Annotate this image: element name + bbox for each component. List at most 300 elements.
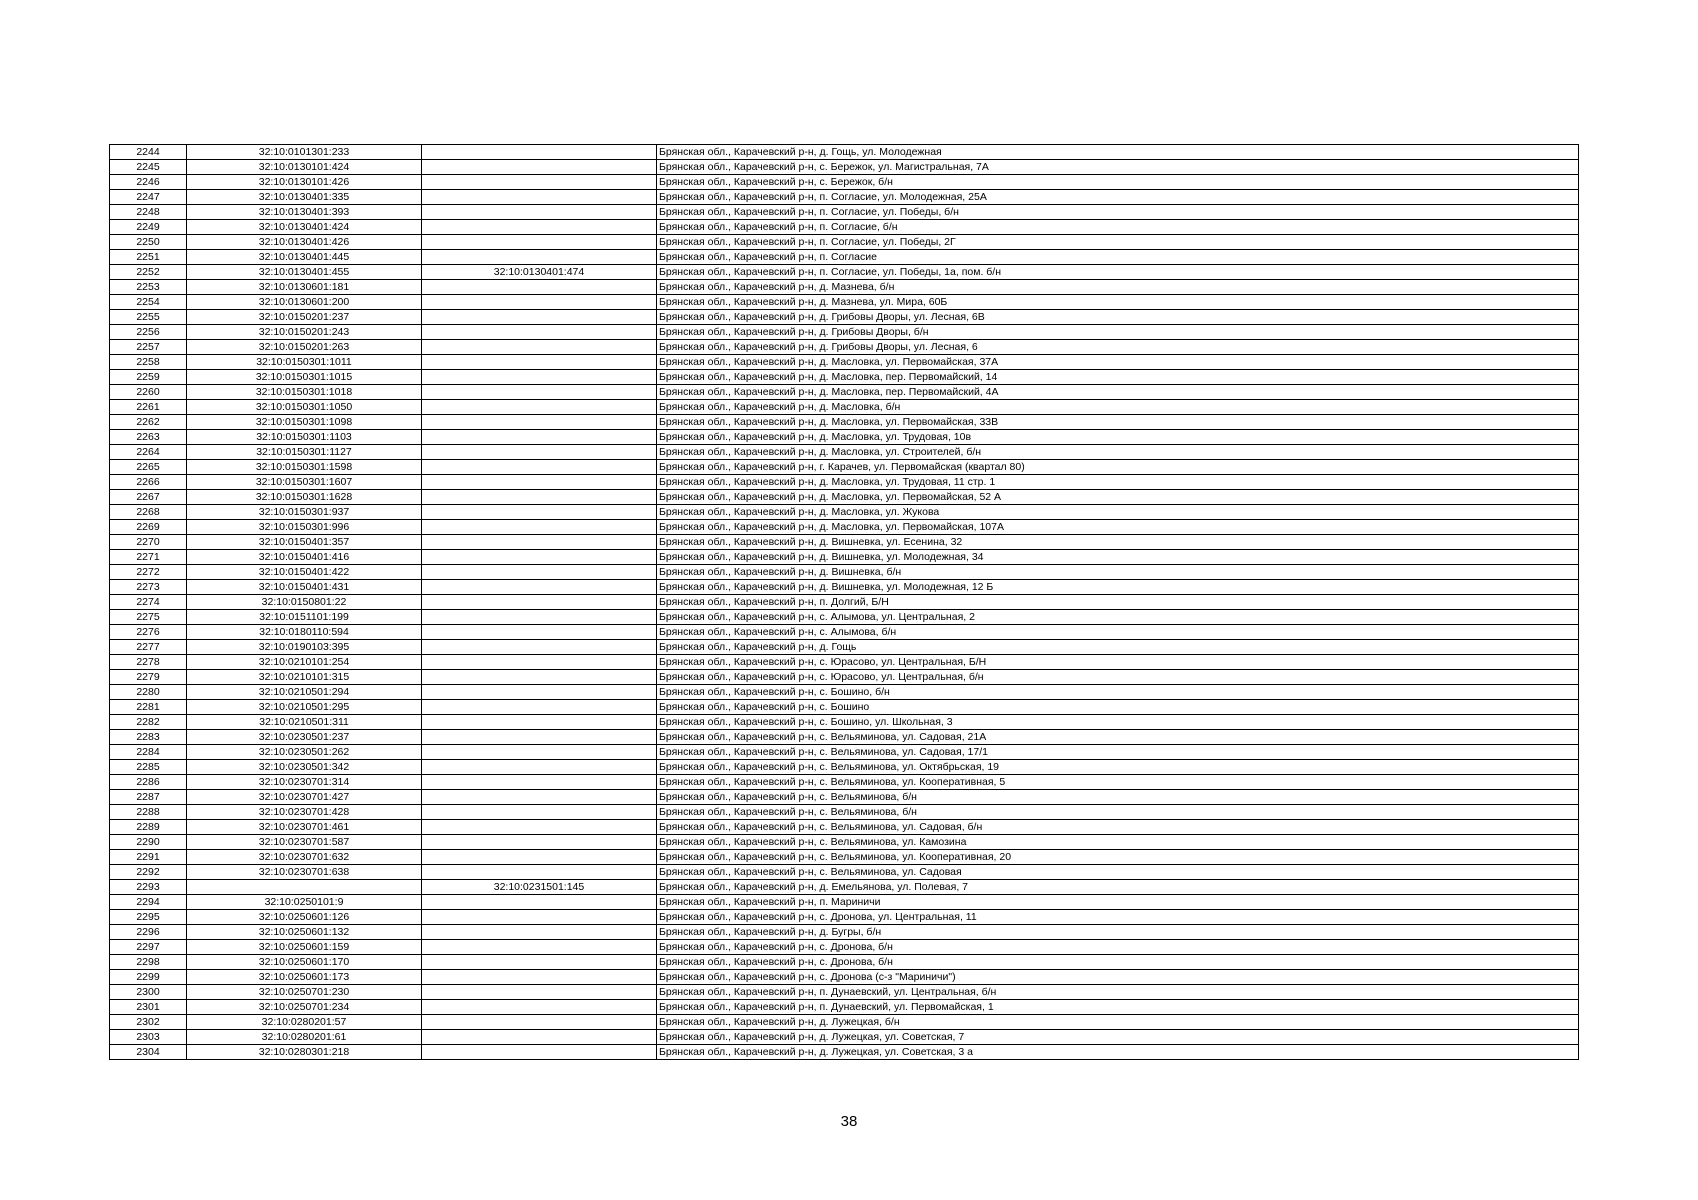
table-row	[110, 295, 1579, 310]
row-number-cell: 2251	[110, 250, 187, 265]
cadastral-number-cell: 32:10:0130601:200	[187, 295, 422, 310]
row-number-cell: 2275	[110, 610, 187, 625]
row-number-cell: 2253	[110, 280, 187, 295]
address-cell: Брянская обл., Карачевский р-н, д. Масловка, ул. Строителей, б/н	[657, 445, 1579, 460]
related-cadastral-cell	[422, 415, 657, 430]
related-cadastral-cell	[422, 865, 657, 880]
cadastral-number-cell: 32:10:0250601:159	[187, 940, 422, 955]
address-cell: Брянская обл., Карачевский р-н, с. Вельяминова, б/н	[657, 790, 1579, 805]
row-number-cell: 2283	[110, 730, 187, 745]
address-cell: Брянская обл., Карачевский р-н, д. Грибовы Дворы, ул. Лесная, 6	[657, 340, 1579, 355]
table-row	[110, 985, 1579, 1000]
address-cell: Брянская обл., Карачевский р-н, д. Емельянова, ул. Полевая, 7	[657, 880, 1579, 895]
related-cadastral-cell	[422, 490, 657, 505]
table-row	[110, 460, 1579, 475]
row-number-cell: 2262	[110, 415, 187, 430]
row-number-cell: 2298	[110, 955, 187, 970]
related-cadastral-cell	[422, 385, 657, 400]
address-cell: Брянская обл., Карачевский р-н, с. Дронова, б/н	[657, 955, 1579, 970]
row-number-cell: 2257	[110, 340, 187, 355]
table-row	[110, 280, 1579, 295]
address-cell: Брянская обл., Карачевский р-н, с. Вельяминова, ул. Садовая	[657, 865, 1579, 880]
table-row	[110, 925, 1579, 940]
related-cadastral-cell	[422, 160, 657, 175]
table-row	[110, 850, 1579, 865]
cadastral-number-cell: 32:10:0210501:294	[187, 685, 422, 700]
cadastral-number-cell: 32:10:0250701:230	[187, 985, 422, 1000]
related-cadastral-cell	[422, 745, 657, 760]
address-cell: Брянская обл., Карачевский р-н, п. Согласие, ул. Победы, 2Г	[657, 235, 1579, 250]
cadastral-number-cell: 32:10:0130601:181	[187, 280, 422, 295]
table-row	[110, 625, 1579, 640]
cadastral-number-cell: 32:10:0150401:416	[187, 550, 422, 565]
address-cell: Брянская обл., Карачевский р-н, д. Вишневка, ул. Молодежная, 34	[657, 550, 1579, 565]
cadastral-number-cell: 32:10:0130401:335	[187, 190, 422, 205]
address-cell: Брянская обл., Карачевский р-н, с. Алымова, ул. Центральная, 2	[657, 610, 1579, 625]
related-cadastral-cell	[422, 1045, 657, 1060]
address-cell: Брянская обл., Карачевский р-н, с. Дронова, ул. Центральная, 11	[657, 910, 1579, 925]
cadastral-number-cell: 32:10:0150201:263	[187, 340, 422, 355]
table-row	[110, 790, 1579, 805]
cadastral-number-cell: 32:10:0190103:395	[187, 640, 422, 655]
table-row	[110, 355, 1579, 370]
related-cadastral-cell	[422, 340, 657, 355]
cadastral-number-cell: 32:10:0230501:342	[187, 760, 422, 775]
registry-table-body	[110, 145, 1579, 1060]
cadastral-number-cell	[187, 880, 422, 895]
row-number-cell: 2267	[110, 490, 187, 505]
table-row	[110, 490, 1579, 505]
row-number-cell: 2276	[110, 625, 187, 640]
row-number-cell: 2292	[110, 865, 187, 880]
related-cadastral-cell	[422, 595, 657, 610]
related-cadastral-cell	[422, 715, 657, 730]
table-row	[110, 385, 1579, 400]
table-row	[110, 580, 1579, 595]
table-row	[110, 325, 1579, 340]
address-cell: Брянская обл., Карачевский р-н, с. Вельяминова, ул. Садовая, 17/1	[657, 745, 1579, 760]
address-cell: Брянская обл., Карачевский р-н, д. Масловка, ул. Первомайская, 37А	[657, 355, 1579, 370]
related-cadastral-cell	[422, 550, 657, 565]
related-cadastral-cell	[422, 355, 657, 370]
table-row	[110, 415, 1579, 430]
related-cadastral-cell	[422, 1000, 657, 1015]
related-cadastral-cell	[422, 775, 657, 790]
address-cell: Брянская обл., Карачевский р-н, д. Масловка, ул. Первомайская, 52 А	[657, 490, 1579, 505]
related-cadastral-cell	[422, 565, 657, 580]
related-cadastral-cell	[422, 445, 657, 460]
cadastral-number-cell: 32:10:0230701:428	[187, 805, 422, 820]
cadastral-number-cell: 32:10:0130101:424	[187, 160, 422, 175]
registry-table	[109, 144, 1579, 1060]
row-number-cell: 2293	[110, 880, 187, 895]
row-number-cell: 2301	[110, 1000, 187, 1015]
table-row	[110, 340, 1579, 355]
address-cell: Брянская обл., Карачевский р-н, д. Масловка, ул. Первомайская, 33В	[657, 415, 1579, 430]
related-cadastral-cell	[422, 430, 657, 445]
related-cadastral-cell	[422, 310, 657, 325]
cadastral-number-cell: 32:10:0130401:426	[187, 235, 422, 250]
row-number-cell: 2294	[110, 895, 187, 910]
cadastral-number-cell: 32:10:0230501:237	[187, 730, 422, 745]
related-cadastral-cell	[422, 955, 657, 970]
cadastral-number-cell: 32:10:0280201:57	[187, 1015, 422, 1030]
related-cadastral-cell: 32:10:0130401:474	[422, 265, 657, 280]
cadastral-number-cell: 32:10:0130401:393	[187, 205, 422, 220]
cadastral-number-cell: 32:10:0150301:1015	[187, 370, 422, 385]
address-cell: Брянская обл., Карачевский р-н, п. Согласие, ул. Победы, б/н	[657, 205, 1579, 220]
row-number-cell: 2261	[110, 400, 187, 415]
row-number-cell: 2264	[110, 445, 187, 460]
table-row	[110, 535, 1579, 550]
address-cell: Брянская обл., Карачевский р-н, с. Бережок, б/н	[657, 175, 1579, 190]
table-row	[110, 400, 1579, 415]
cadastral-number-cell: 32:10:0150201:243	[187, 325, 422, 340]
row-number-cell: 2272	[110, 565, 187, 580]
row-number-cell: 2266	[110, 475, 187, 490]
table-row	[110, 820, 1579, 835]
related-cadastral-cell	[422, 220, 657, 235]
row-number-cell: 2274	[110, 595, 187, 610]
row-number-cell: 2247	[110, 190, 187, 205]
address-cell: Брянская обл., Карачевский р-н, с. Дронова (с-з "Мариничи")	[657, 970, 1579, 985]
cadastral-number-cell: 32:10:0150301:1103	[187, 430, 422, 445]
related-cadastral-cell	[422, 760, 657, 775]
address-cell: Брянская обл., Карачевский р-н, д. Масловка, пер. Первомайский, 14	[657, 370, 1579, 385]
row-number-cell: 2303	[110, 1030, 187, 1045]
row-number-cell: 2248	[110, 205, 187, 220]
address-cell: Брянская обл., Карачевский р-н, д. Масловка, б/н	[657, 400, 1579, 415]
row-number-cell: 2271	[110, 550, 187, 565]
address-cell: Брянская обл., Карачевский р-н, д. Бугры, б/н	[657, 925, 1579, 940]
row-number-cell: 2256	[110, 325, 187, 340]
related-cadastral-cell	[422, 175, 657, 190]
table-row	[110, 715, 1579, 730]
row-number-cell: 2297	[110, 940, 187, 955]
address-cell: Брянская обл., Карачевский р-н, г. Карачев, ул. Первомайская (квартал 80)	[657, 460, 1579, 475]
address-cell: Брянская обл., Карачевский р-н, п. Дунаевский, ул. Центральная, б/н	[657, 985, 1579, 1000]
address-cell: Брянская обл., Карачевский р-н, с. Дронова, б/н	[657, 940, 1579, 955]
table-row	[110, 160, 1579, 175]
related-cadastral-cell	[422, 835, 657, 850]
cadastral-number-cell: 32:10:0230701:632	[187, 850, 422, 865]
cadastral-number-cell: 32:10:0150201:237	[187, 310, 422, 325]
address-cell: Брянская обл., Карачевский р-н, д. Мазнева, б/н	[657, 280, 1579, 295]
related-cadastral-cell: 32:10:0231501:145	[422, 880, 657, 895]
related-cadastral-cell	[422, 1030, 657, 1045]
row-number-cell: 2299	[110, 970, 187, 985]
cadastral-number-cell: 32:10:0250601:170	[187, 955, 422, 970]
related-cadastral-cell	[422, 250, 657, 265]
related-cadastral-cell	[422, 1015, 657, 1030]
related-cadastral-cell	[422, 655, 657, 670]
table-row	[110, 175, 1579, 190]
address-cell: Брянская обл., Карачевский р-н, д. Гощь	[657, 640, 1579, 655]
page-number: 38	[840, 1113, 858, 1130]
address-cell: Брянская обл., Карачевский р-н, д. Мазнева, ул. Мира, 60Б	[657, 295, 1579, 310]
related-cadastral-cell	[422, 295, 657, 310]
table-row	[110, 685, 1579, 700]
cadastral-number-cell: 32:10:0150401:422	[187, 565, 422, 580]
table-row	[110, 760, 1579, 775]
related-cadastral-cell	[422, 640, 657, 655]
address-cell: Брянская обл., Карачевский р-н, с. Бошино, б/н	[657, 685, 1579, 700]
related-cadastral-cell	[422, 790, 657, 805]
related-cadastral-cell	[422, 850, 657, 865]
table-row	[110, 190, 1579, 205]
table-row	[110, 730, 1579, 745]
cadastral-number-cell: 32:10:0250101:9	[187, 895, 422, 910]
address-cell: Брянская обл., Карачевский р-н, д. Вишневка, ул. Молодежная, 12 Б	[657, 580, 1579, 595]
cadastral-number-cell: 32:10:0150301:1127	[187, 445, 422, 460]
cadastral-number-cell: 32:10:0101301:233	[187, 145, 422, 160]
row-number-cell: 2278	[110, 655, 187, 670]
cadastral-number-cell: 32:10:0250701:234	[187, 1000, 422, 1015]
address-cell: Брянская обл., Карачевский р-н, с. Юрасово, ул. Центральная, Б/Н	[657, 655, 1579, 670]
table-row	[110, 205, 1579, 220]
address-cell: Брянская обл., Карачевский р-н, с. Вельяминова, ул. Садовая, б/н	[657, 820, 1579, 835]
related-cadastral-cell	[422, 205, 657, 220]
cadastral-number-cell: 32:10:0210101:254	[187, 655, 422, 670]
related-cadastral-cell	[422, 190, 657, 205]
table-row	[110, 670, 1579, 685]
address-cell: Брянская обл., Карачевский р-н, с. Вельяминова, ул. Кооперативная, 5	[657, 775, 1579, 790]
table-row	[110, 1000, 1579, 1015]
table-row	[110, 955, 1579, 970]
related-cadastral-cell	[422, 280, 657, 295]
address-cell: Брянская обл., Карачевский р-н, п. Долгий, Б/Н	[657, 595, 1579, 610]
table-row	[110, 250, 1579, 265]
cadastral-number-cell: 32:10:0280201:61	[187, 1030, 422, 1045]
cadastral-number-cell: 32:10:0250601:173	[187, 970, 422, 985]
cadastral-number-cell: 32:10:0230701:587	[187, 835, 422, 850]
table-row	[110, 565, 1579, 580]
row-number-cell: 2259	[110, 370, 187, 385]
table-row	[110, 445, 1579, 460]
related-cadastral-cell	[422, 460, 657, 475]
address-cell: Брянская обл., Карачевский р-н, д. Грибовы Дворы, ул. Лесная, 6В	[657, 310, 1579, 325]
row-number-cell: 2282	[110, 715, 187, 730]
cadastral-number-cell: 32:10:0130401:424	[187, 220, 422, 235]
row-number-cell: 2263	[110, 430, 187, 445]
row-number-cell: 2289	[110, 820, 187, 835]
related-cadastral-cell	[422, 475, 657, 490]
row-number-cell: 2258	[110, 355, 187, 370]
table-row	[110, 145, 1579, 160]
row-number-cell: 2270	[110, 535, 187, 550]
address-cell: Брянская обл., Карачевский р-н, с. Бошино	[657, 700, 1579, 715]
address-cell: Брянская обл., Карачевский р-н, д. Лужецкая, ул. Советская, 3 а	[657, 1045, 1579, 1060]
address-cell: Брянская обл., Карачевский р-н, п. Согласие, ул. Победы, 1а, пом. б/н	[657, 265, 1579, 280]
cadastral-number-cell: 32:10:0150301:1050	[187, 400, 422, 415]
table-row	[110, 775, 1579, 790]
cadastral-number-cell: 32:10:0150801:22	[187, 595, 422, 610]
related-cadastral-cell	[422, 670, 657, 685]
cadastral-number-cell: 32:10:0150401:357	[187, 535, 422, 550]
address-cell: Брянская обл., Карачевский р-н, с. Вельяминова, ул. Кооперативная, 20	[657, 850, 1579, 865]
row-number-cell: 2273	[110, 580, 187, 595]
table-row	[110, 1030, 1579, 1045]
cadastral-number-cell: 32:10:0230701:427	[187, 790, 422, 805]
address-cell: Брянская обл., Карачевский р-н, п. Дунаевский, ул. Первомайская, 1	[657, 1000, 1579, 1015]
address-cell: Брянская обл., Карачевский р-н, д. Масловка, ул. Трудовая, 10в	[657, 430, 1579, 445]
related-cadastral-cell	[422, 535, 657, 550]
address-cell: Брянская обл., Карачевский р-н, с. Вельяминова, ул. Камозина	[657, 835, 1579, 850]
address-cell: Брянская обл., Карачевский р-н, д. Вишневка, б/н	[657, 565, 1579, 580]
related-cadastral-cell	[422, 730, 657, 745]
cadastral-number-cell: 32:10:0130401:445	[187, 250, 422, 265]
row-number-cell: 2302	[110, 1015, 187, 1030]
table-row	[110, 805, 1579, 820]
related-cadastral-cell	[422, 895, 657, 910]
address-cell: Брянская обл., Карачевский р-н, д. Лужецкая, б/н	[657, 1015, 1579, 1030]
registry-sheet	[109, 144, 1578, 1060]
address-cell: Брянская обл., Карачевский р-н, д. Лужецкая, ул. Советская, 7	[657, 1030, 1579, 1045]
cadastral-number-cell: 32:10:0230701:314	[187, 775, 422, 790]
row-number-cell: 2255	[110, 310, 187, 325]
cadastral-number-cell: 32:10:0230701:461	[187, 820, 422, 835]
table-row	[110, 220, 1579, 235]
row-number-cell: 2268	[110, 505, 187, 520]
table-row	[110, 595, 1579, 610]
related-cadastral-cell	[422, 925, 657, 940]
cadastral-number-cell: 32:10:0250601:126	[187, 910, 422, 925]
related-cadastral-cell	[422, 145, 657, 160]
address-cell: Брянская обл., Карачевский р-н, с. Бошино, ул. Школьная, 3	[657, 715, 1579, 730]
address-cell: Брянская обл., Карачевский р-н, с. Вельяминова, ул. Садовая, 21А	[657, 730, 1579, 745]
related-cadastral-cell	[422, 970, 657, 985]
cadastral-number-cell: 32:10:0150301:1011	[187, 355, 422, 370]
row-number-cell: 2250	[110, 235, 187, 250]
related-cadastral-cell	[422, 505, 657, 520]
table-row	[110, 745, 1579, 760]
address-cell: Брянская обл., Карачевский р-н, п. Мариничи	[657, 895, 1579, 910]
row-number-cell: 2249	[110, 220, 187, 235]
address-cell: Брянская обл., Карачевский р-н, д. Масловка, пер. Первомайский, 4А	[657, 385, 1579, 400]
related-cadastral-cell	[422, 805, 657, 820]
related-cadastral-cell	[422, 325, 657, 340]
address-cell: Брянская обл., Карачевский р-н, д. Гощь, ул. Молодежная	[657, 145, 1579, 160]
table-row	[110, 970, 1579, 985]
row-number-cell: 2269	[110, 520, 187, 535]
table-row	[110, 640, 1579, 655]
table-row	[110, 895, 1579, 910]
row-number-cell: 2285	[110, 760, 187, 775]
address-cell: Брянская обл., Карачевский р-н, д. Масловка, ул. Первомайская, 107А	[657, 520, 1579, 535]
table-row	[110, 910, 1579, 925]
cadastral-number-cell: 32:10:0150301:996	[187, 520, 422, 535]
address-cell: Брянская обл., Карачевский р-н, д. Масловка, ул. Трудовая, 11 стр. 1	[657, 475, 1579, 490]
row-number-cell: 2291	[110, 850, 187, 865]
table-row	[110, 520, 1579, 535]
row-number-cell: 2280	[110, 685, 187, 700]
table-row	[110, 1015, 1579, 1030]
related-cadastral-cell	[422, 625, 657, 640]
address-cell: Брянская обл., Карачевский р-н, п. Согласие, ул. Молодежная, 25А	[657, 190, 1579, 205]
cadastral-number-cell: 32:10:0230501:262	[187, 745, 422, 760]
address-cell: Брянская обл., Карачевский р-н, с. Алымова, б/н	[657, 625, 1579, 640]
table-row	[110, 610, 1579, 625]
cadastral-number-cell: 32:10:0210501:295	[187, 700, 422, 715]
cadastral-number-cell: 32:10:0150301:1628	[187, 490, 422, 505]
table-row	[110, 505, 1579, 520]
row-number-cell: 2265	[110, 460, 187, 475]
cadastral-number-cell: 32:10:0230701:638	[187, 865, 422, 880]
cadastral-number-cell: 32:10:0150301:1598	[187, 460, 422, 475]
address-cell: Брянская обл., Карачевский р-н, д. Масловка, ул. Жукова	[657, 505, 1579, 520]
table-row	[110, 940, 1579, 955]
table-row	[110, 475, 1579, 490]
table-row	[110, 700, 1579, 715]
table-row	[110, 430, 1579, 445]
table-row	[110, 550, 1579, 565]
row-number-cell: 2304	[110, 1045, 187, 1060]
row-number-cell: 2287	[110, 790, 187, 805]
table-row	[110, 655, 1579, 670]
row-number-cell: 2244	[110, 145, 187, 160]
row-number-cell: 2296	[110, 925, 187, 940]
row-number-cell: 2254	[110, 295, 187, 310]
address-cell: Брянская обл., Карачевский р-н, п. Согласие, б/н	[657, 220, 1579, 235]
related-cadastral-cell	[422, 700, 657, 715]
table-row	[110, 235, 1579, 250]
row-number-cell: 2245	[110, 160, 187, 175]
row-number-cell: 2260	[110, 385, 187, 400]
related-cadastral-cell	[422, 580, 657, 595]
address-cell: Брянская обл., Карачевский р-н, д. Вишневка, ул. Есенина, 32	[657, 535, 1579, 550]
cadastral-number-cell: 32:10:0151101:199	[187, 610, 422, 625]
related-cadastral-cell	[422, 370, 657, 385]
cadastral-number-cell: 32:10:0150301:937	[187, 505, 422, 520]
related-cadastral-cell	[422, 235, 657, 250]
address-cell: Брянская обл., Карачевский р-н, п. Согласие	[657, 250, 1579, 265]
cadastral-number-cell: 32:10:0150301:1098	[187, 415, 422, 430]
related-cadastral-cell	[422, 400, 657, 415]
table-row	[110, 370, 1579, 385]
row-number-cell: 2295	[110, 910, 187, 925]
cadastral-number-cell: 32:10:0130401:455	[187, 265, 422, 280]
address-cell: Брянская обл., Карачевский р-н, с. Вельяминова, б/н	[657, 805, 1579, 820]
cadastral-number-cell: 32:10:0280301:218	[187, 1045, 422, 1060]
table-row	[110, 265, 1579, 280]
related-cadastral-cell	[422, 520, 657, 535]
related-cadastral-cell	[422, 610, 657, 625]
related-cadastral-cell	[422, 820, 657, 835]
row-number-cell: 2279	[110, 670, 187, 685]
cadastral-number-cell: 32:10:0150401:431	[187, 580, 422, 595]
row-number-cell: 2288	[110, 805, 187, 820]
address-cell: Брянская обл., Карачевский р-н, д. Грибовы Дворы, б/н	[657, 325, 1579, 340]
table-row	[110, 310, 1579, 325]
row-number-cell: 2277	[110, 640, 187, 655]
cadastral-number-cell: 32:10:0250601:132	[187, 925, 422, 940]
address-cell: Брянская обл., Карачевский р-н, с. Юрасово, ул. Центральная, б/н	[657, 670, 1579, 685]
table-row	[110, 865, 1579, 880]
related-cadastral-cell	[422, 940, 657, 955]
cadastral-number-cell: 32:10:0180110:594	[187, 625, 422, 640]
cadastral-number-cell: 32:10:0210101:315	[187, 670, 422, 685]
address-cell: Брянская обл., Карачевский р-н, с. Вельяминова, ул. Октябрьская, 19	[657, 760, 1579, 775]
cadastral-number-cell: 32:10:0150301:1607	[187, 475, 422, 490]
table-row	[110, 1045, 1579, 1060]
address-cell: Брянская обл., Карачевский р-н, с. Бережок, ул. Магистральная, 7А	[657, 160, 1579, 175]
row-number-cell: 2286	[110, 775, 187, 790]
cadastral-number-cell: 32:10:0130101:426	[187, 175, 422, 190]
row-number-cell: 2281	[110, 700, 187, 715]
cadastral-number-cell: 32:10:0210501:311	[187, 715, 422, 730]
related-cadastral-cell	[422, 985, 657, 1000]
related-cadastral-cell	[422, 910, 657, 925]
